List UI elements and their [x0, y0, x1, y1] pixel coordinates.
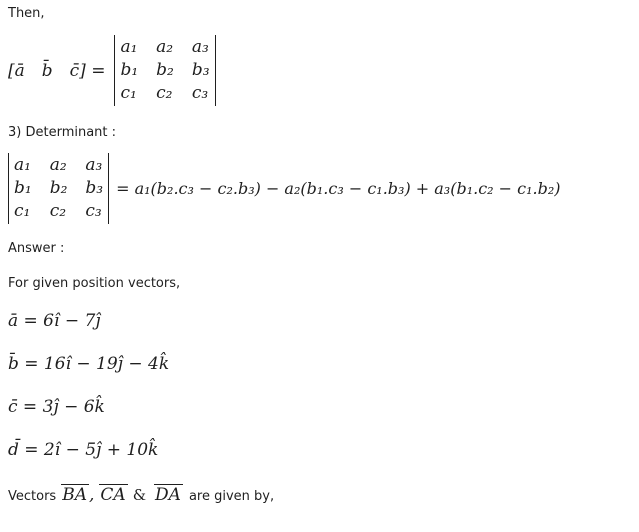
scalar-triple-product-equation — [8, 35, 639, 106]
matrix-grid — [120, 36, 209, 105]
vector-equation-c: c̄ = 3ĵ − 6k̂ — [8, 397, 105, 417]
matrix-cell: a₁ — [14, 155, 31, 175]
matrix-cell: c₁ — [120, 83, 137, 103]
then-label: Then, — [8, 6, 45, 21]
vector-ca-overline: CA — [100, 485, 126, 505]
determinant-matrix-1 — [114, 35, 215, 106]
matrix-cell: c₂ — [156, 83, 173, 103]
determinant-expansion-equation — [8, 153, 639, 224]
matrix-cell: a₂ — [156, 37, 174, 57]
answer-heading: Answer : — [8, 241, 65, 256]
vector-ba-overline: BA — [62, 485, 87, 505]
matrix-cell: c₃ — [85, 201, 102, 221]
matrix-cell: b₃ — [191, 60, 210, 80]
matrix-cell: a₁ — [120, 37, 138, 57]
closing-line — [8, 484, 639, 505]
matrix-cell: c₃ — [191, 83, 209, 103]
vector-equation-d: d̄ = 2î − 5ĵ + 10k̂ — [8, 440, 159, 460]
matrix-cell: a₂ — [49, 155, 67, 175]
vectors-word: Vectors — [8, 489, 57, 504]
vector-equation-b: b̄ = 16î − 19ĵ − 4k̂ — [8, 354, 170, 374]
matrix-cell: c₁ — [14, 201, 31, 221]
determinant-heading: 3) Determinant : — [8, 125, 117, 140]
matrix-cell: b₂ — [49, 178, 68, 198]
determinant-matrix-2 — [8, 153, 109, 224]
matrix-cell: b₁ — [14, 178, 32, 198]
ampersand: & — [132, 486, 147, 504]
given-vectors-label: For given position vectors, — [8, 276, 181, 291]
matrix-grid — [14, 154, 103, 223]
closing-suffix: are given by, — [188, 489, 275, 504]
triple-product-lhs: [ā b̄ c̄] = — [8, 60, 106, 81]
matrix-cell: b₃ — [85, 178, 104, 198]
matrix-cell: b₂ — [156, 60, 174, 80]
matrix-cell: a₃ — [85, 155, 103, 175]
vector-equation-a: ā = 6î − 7ĵ — [8, 311, 101, 331]
comma-separator: , — [88, 485, 95, 505]
vector-da-overline: DA — [155, 485, 181, 505]
matrix-cell: a₃ — [191, 37, 209, 57]
matrix-cell: c₂ — [49, 201, 67, 221]
matrix-cell: b₁ — [120, 60, 139, 80]
determinant-expansion-rhs: = a₁(b₂.c₃ − c₂.b₃) − a₂(b₁.c₃ − c₁.b₃) + a₃(b₁.c₂ − c₁.b₂) — [116, 179, 561, 198]
